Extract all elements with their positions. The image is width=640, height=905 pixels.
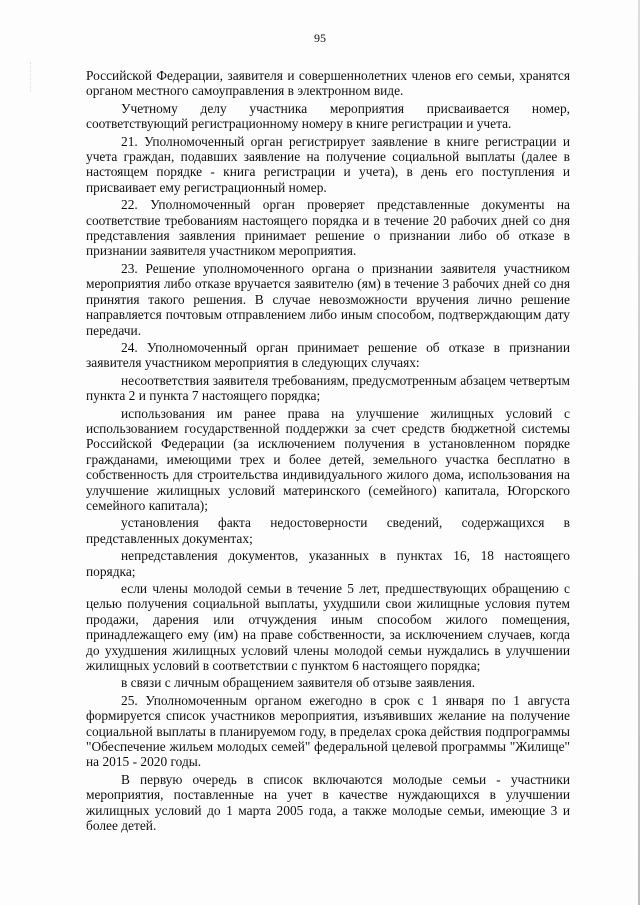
refusal-reason-5: если члены молодой семьи в течение 5 лет, предшествующих обращению с целью получения социальной выплаты, ухудшили свои жилищные условия путем продажи, дарения или отчуждения иным способом жилого помещения, принадлежащего ему (им) на праве собственности, за исключением случаев, когда до ухудшения жилищных условий члены молодой семьи нуждались в улучшении жилищных условий в соответствии с пунктом 6 настоящего порядка;: [86, 581, 570, 674]
paragraph-22: 22. Уполномоченный орган проверяет представленные документы на соответствие требованиям настоящего порядка и в течение 20 рабочих дней со дня представления заявления принимает решение о признании либо об отказе в признании заявителя участником мероприятия.: [86, 197, 570, 259]
paragraph-25: 25. Уполномоченным органом ежегодно в срок с 1 января по 1 августа формируется список участников мероприятия, изъявивших желание на получение социальной выплаты в планируемом году, в пределах срока действия подпрограммы "Обеспечение жильем молодых семей" федеральной целевой программы "Жилище" на 2015 - 2020 годы.: [86, 692, 570, 770]
refusal-reason-4: непредставления документов, указанных в пунктах 16, 18 настоящего порядка;: [86, 548, 570, 579]
refusal-reason-6: в связи с личным обращением заявителя об отзыве заявления.: [121, 675, 476, 691]
refusal-reason-3: установления факта недостоверности сведений, содержащихся в представленных документах;: [86, 515, 570, 546]
document-body: [86, 68, 570, 836]
page-number: 95: [314, 31, 326, 45]
paragraph-21: 21. Уполномоченный орган регистрирует заявление в книге регистрации и учета граждан, подавших заявление на получение социальной выплаты (далее в настоящем порядке - книга регистрации и учета), в день его поступления и присваивает ему регистрационный номер.: [86, 133, 570, 195]
paragraph-23: 23. Решение уполномоченного органа о признании заявителя участником мероприятия либо отказе вручается заявителю (ям) в течение 3 рабочих дней со дня принятия такого решения. В случае невозможности вручения лично решение направляется почтовым отправлением либо иным способом, подтверждающим дату передачи.: [86, 260, 570, 338]
scan-margin-mark: [30, 62, 41, 92]
paragraph-continuation: Российской Федерации, заявителя и совершеннолетних членов его семьи, хранятся органом местного самоуправления в электронном виде.: [86, 68, 570, 99]
refusal-reason-1: несоответствия заявителя требованиям, предусмотренным абзацем четвертым пункта 2 и пункта 7 настоящего порядка;: [86, 372, 570, 404]
paragraph-24: 24. Уполномоченный орган принимает решение об отказе в признании заявителя участником мероприятия в следующих случаях:: [86, 339, 570, 371]
refusal-reason-2: использования им ранее права на улучшение жилищных условий с использованием государственной поддержки за счет средств бюджетной системы Российской Федерации (за исключением получения в установленном порядке гражданами, имеющими трех и более детей, земельного участка бесплатно в собственность для строительства индивидуального жилого дома, использования на улучшение жилищных условий материнского (семейного) капитала, Югорского семейного капитала);: [86, 405, 570, 513]
paragraph-case-number: Учетному делу участника мероприятия присваивается номер, соответствующий регистрационному номеру в книге регистрации и учета.: [86, 100, 570, 132]
paragraph-priority: В первую очередь в список включаются молодые семьи - участники мероприятия, поставленные на учет в качестве нуждающихся в улучшении жилищных условий до 1 марта 2005 года, а также молодые семьи, имеющие 3 и более детей.: [86, 771, 570, 834]
